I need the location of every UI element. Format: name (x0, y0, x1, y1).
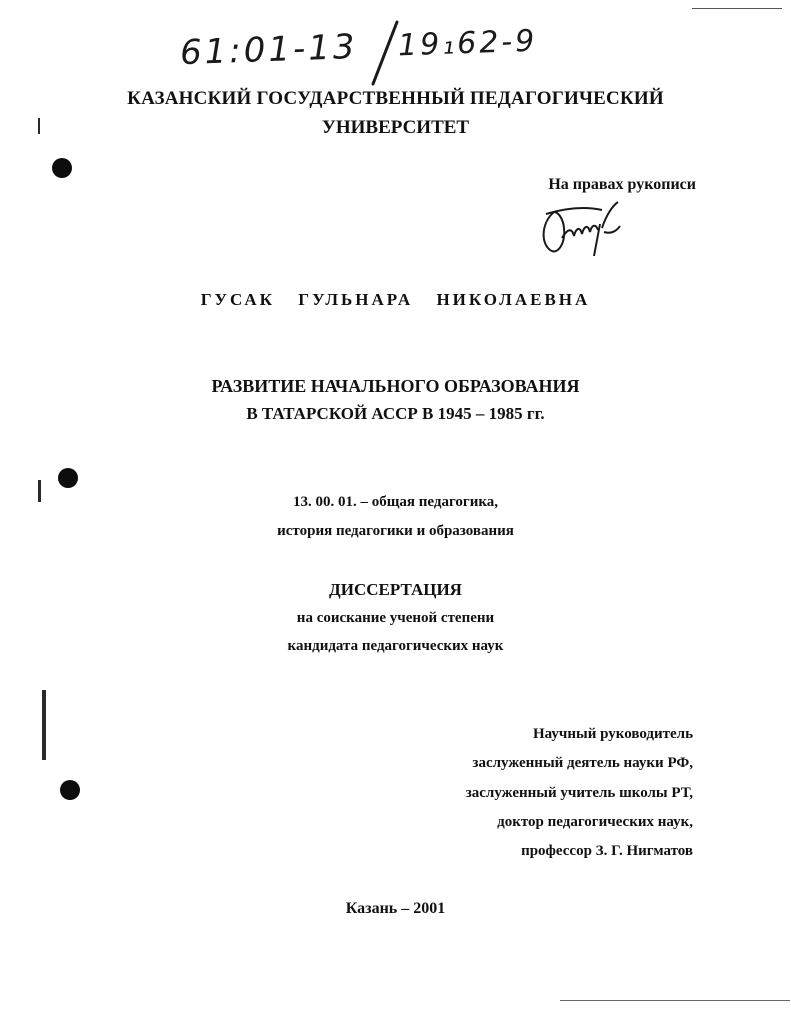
scan-margin-mark-top (38, 118, 40, 134)
advisor-line4: доктор педагогических наук, (497, 814, 693, 830)
degree-line2: кандидата педагогических наук (287, 638, 504, 654)
dissertation-title-line1: РАЗВИТИЕ НАЧАЛЬНОГО ОБРАЗОВАНИЯ (211, 376, 580, 396)
punch-hole-top (52, 158, 72, 178)
handwritten-signature (536, 198, 626, 260)
specialty-code-line2: история педагогики и образования (277, 523, 514, 539)
specialty-code-line1: 13. 00. 01. – общая педагогика, (292, 494, 499, 510)
handwritten-code-right-wrapper (397, 24, 537, 64)
advisor-line2: заслуженный деятель науки РФ, (472, 755, 693, 771)
handwritten-archive-code (179, 27, 358, 73)
university-name-line1: КАЗАНСКИЙ ГОСУДАРСТВЕННЫЙ ПЕДАГОГИЧЕСКИЙ (127, 88, 664, 109)
scan-edge-line-top (692, 8, 782, 9)
handwritten-code-right: 19₁62-9 (397, 23, 538, 64)
advisor-line3: заслуженный учитель школы РТ, (465, 785, 693, 801)
city-year: Казань – 2001 (345, 900, 446, 917)
degree-line1: на соискание ученой степени (296, 610, 495, 626)
university-name-line2: УНИВЕРСИТЕТ (321, 117, 470, 138)
handwritten-code-left: 61:01-13 (179, 26, 359, 74)
scan-margin-mark-small (38, 480, 41, 502)
author-name: ГУСАК ГУЛЬНАРА НИКОЛАЕВНА (200, 290, 591, 309)
punch-hole-bottom (60, 780, 80, 800)
punch-hole-middle (58, 468, 78, 488)
work-type-heading: ДИССЕРТАЦИЯ (329, 580, 462, 599)
advisor-line5: профессор З. Г. Нигматов (521, 843, 693, 859)
scan-edge-line-bottom (560, 1000, 790, 1001)
advisor-line1: Научный руководитель (533, 726, 693, 742)
dissertation-title-line2: В ТАТАРСКОЙ АССР В 1945 – 1985 гг. (246, 404, 545, 423)
scan-margin-mark (42, 690, 46, 760)
manuscript-rights-label: На правах рукописи (548, 176, 696, 193)
